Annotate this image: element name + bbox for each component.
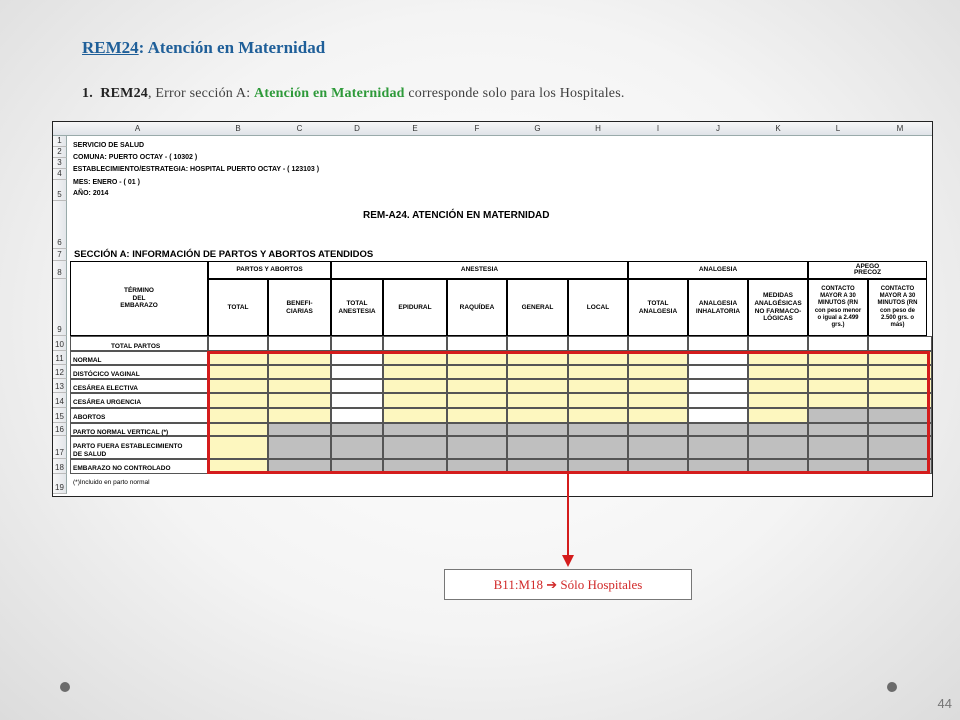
meta-mes: MES: ENERO - ( 01 ) xyxy=(73,179,140,186)
row-header-4: 4 xyxy=(53,169,67,180)
header-epidural: EPIDURAL xyxy=(383,279,447,336)
decorative-dot-right xyxy=(887,682,897,692)
column-header-l: L xyxy=(808,122,869,136)
column-header-k: K xyxy=(748,122,809,136)
row-header-5: 5 xyxy=(53,180,67,201)
row-header-9: 9 xyxy=(53,279,67,336)
row-header-7: 7 xyxy=(53,249,67,261)
row-header-11: 11 xyxy=(53,351,67,365)
header-total: TOTAL xyxy=(208,279,268,336)
header-termino: TÉRMINO DEL EMBARAZO xyxy=(70,261,208,336)
slide-title-code: REM24 xyxy=(82,38,139,57)
meta-comuna: COMUNA: PUERTO OCTAY - ( 10302 ) xyxy=(73,154,198,161)
meta-servicio: SERVICIO DE SALUD xyxy=(73,142,145,149)
subtitle-text-a: , Error sección A: xyxy=(147,86,255,101)
row-header-1: 1 xyxy=(53,136,67,147)
header-anestesia: ANESTESIA xyxy=(331,261,628,279)
row-label-abortos: ABORTOS xyxy=(73,414,106,421)
meta-establecimiento: ESTABLECIMIENTO/ESTRATEGIA: HOSPITAL PUERTO OCTAY - ( 123103 ) xyxy=(73,166,320,173)
column-header-i: I xyxy=(628,122,689,136)
row-label-cesarea-urgencia: CESÁREA URGENCIA xyxy=(73,399,142,406)
row-header-12: 12 xyxy=(53,365,67,379)
row-label-embarazo-no-controlado: EMBARAZO NO CONTROLADO xyxy=(73,465,171,472)
meta-anio: AÑO: 2014 xyxy=(73,190,109,197)
column-header-m: M xyxy=(868,122,933,136)
row-header-14: 14 xyxy=(53,393,67,408)
row-label-parto-fuera-establecimiento: PARTO FUERA ESTABLECIMIENTO DE SALUD xyxy=(73,443,183,458)
row-header-18: 18 xyxy=(53,459,67,474)
header-total-analgesia: TOTAL ANALGESIA xyxy=(628,279,688,336)
column-header-h: H xyxy=(568,122,629,136)
decorative-dot-left xyxy=(60,682,70,692)
column-header-e: E xyxy=(383,122,448,136)
row-header-2: 2 xyxy=(53,147,67,158)
subtitle-number: 1. xyxy=(82,86,93,101)
header-apego-precoz: APEGO PRECOZ xyxy=(808,261,927,279)
header-analgesia-inhalatoria: ANALGESIA INHALATORIA xyxy=(688,279,748,336)
page-number: 44 xyxy=(937,696,952,711)
row-header-19: 19 xyxy=(53,474,67,494)
row-header-15: 15 xyxy=(53,408,67,423)
callout-solo-hospitales: B11:M18 ➔ Sólo Hospitales xyxy=(444,569,692,600)
column-header-d: D xyxy=(331,122,384,136)
header-beneficiarias: BENEFI- CIARIAS xyxy=(268,279,331,336)
row-header-13: 13 xyxy=(53,379,67,393)
column-header-a: A xyxy=(67,122,209,136)
header-general: GENERAL xyxy=(507,279,568,336)
row-header-6: 6 xyxy=(53,201,67,249)
row-header-3: 3 xyxy=(53,158,67,169)
subtitle-code: REM24 xyxy=(100,86,148,101)
column-header-c: C xyxy=(268,122,332,136)
row-header-10: 10 xyxy=(53,336,67,351)
column-header-b: B xyxy=(208,122,269,136)
row-header-16: 16 xyxy=(53,423,67,436)
subtitle-text-b: corresponde solo para los Hospitales. xyxy=(404,86,625,101)
column-header-f: F xyxy=(447,122,508,136)
subtitle-highlight: Atención en Maternidad xyxy=(254,86,405,101)
section-a-title: SECCIÓN A: INFORMACIÓN DE PARTOS Y ABORTOS ATENDIDOS xyxy=(74,249,374,260)
row-header-8: 8 xyxy=(53,261,67,279)
header-local: LOCAL xyxy=(568,279,628,336)
row-label-normal: NORMAL xyxy=(73,357,102,364)
header-raquidea: RAQUÍDEA xyxy=(447,279,507,336)
header-contacto-menor-2499: CONTACTO MAYOR A 30 MINUTOS (RN con peso menor o igual a 2.499 grs.) xyxy=(808,279,868,336)
footnote-incluido-parto-normal: (*)Incluido en parto normal xyxy=(73,479,150,486)
header-partos-abortos: PARTOS Y ABORTOS xyxy=(208,261,331,279)
header-medidas-no-farmacologicas: MEDIDAS ANALGÉSICAS NO FARMACO- LÓGICAS xyxy=(748,279,808,336)
header-contacto-mayor-2500: CONTACTO MAYOR A 30 MINUTOS (RN con peso de 2.500 grs. o más) xyxy=(868,279,927,336)
header-analgesia: ANALGESIA xyxy=(628,261,808,279)
row-label-cesarea-electiva: CESÁREA ELECTIVA xyxy=(73,385,139,392)
column-header-g: G xyxy=(507,122,569,136)
rem-title: REM-A24. ATENCIÓN EN MATERNIDAD xyxy=(363,210,550,221)
header-total-anestesia: TOTAL ANESTESIA xyxy=(331,279,383,336)
column-header-j: J xyxy=(688,122,749,136)
row-label-total-partos: TOTAL PARTOS xyxy=(111,343,161,350)
row-header-17: 17 xyxy=(53,436,67,459)
slide-title-rest: : Atención en Maternidad xyxy=(138,38,326,57)
row-label-distocico-vaginal: DISTÓCICO VAGINAL xyxy=(73,371,140,378)
row-label-parto-normal-vertical: PARTO NORMAL VERTICAL (*) xyxy=(73,429,169,436)
